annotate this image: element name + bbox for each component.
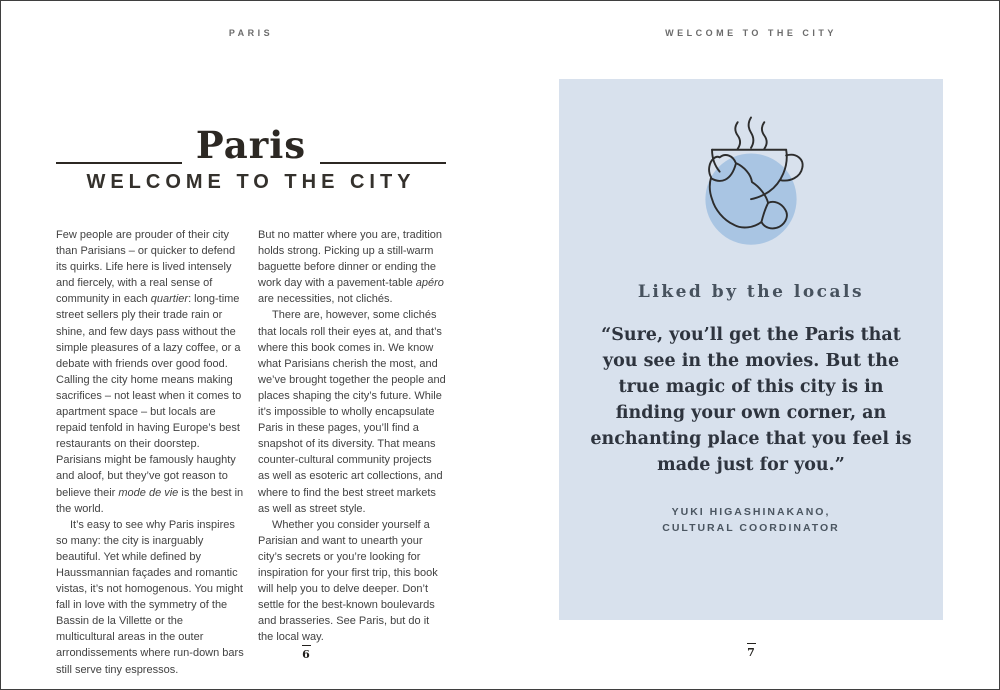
left-page	[56, 1, 446, 690]
body-column-2	[258, 227, 446, 678]
page-number-left-wrap	[111, 645, 501, 664]
title-block	[56, 125, 446, 165]
croissant-coffee-icon	[675, 107, 827, 259]
steam-icon	[762, 122, 767, 149]
running-head-left: PARIS	[228, 28, 274, 38]
page-number-right: 7	[747, 643, 756, 660]
attribution-role: CULTURAL COORDINATOR	[662, 522, 840, 534]
body-paragraph: It’s easy to see why Paris inspires so many: the city is inarguably beautiful. Yet while defined by Haussmannian façades and romantic vistas, it’s not homogenous. You might fall in love with the symmetry of the Bassin de la Villette or the multicultural areas in the outer arrondissements where run-down bars still serve tiny espressos.	[56, 518, 244, 676]
body-paragraph: Few people are prouder of their city than Parisians – or quicker to defend its quirks. Life here is lived intensely and fiercely, with a real sense of community in each quartier: long-time street sellers ply their trade rain or shine, and few days pass without the simple pleasures of a lazy coffee, or a debate with friends over good food. Calling the city home means making sacrifices – not least when it comes to apartment space – but locals are repaid tenfold in having Europe’s best restaurants on their doorstep. Parisians might be famously haughty and aloof, but they’ve got reason to believe their mode de vie is the best in the world.	[56, 229, 244, 515]
local-quote: “Sure, you’ll get the Paris that you see in the movies. But the true magic of this city is in finding your own corner, an enchanting place that you feel is made just for you.”	[590, 325, 912, 475]
body-paragraph: There are, however, some clichés that locals roll their eyes at, and that’s where this book comes in. We know what Parisians cherish the most, and we’ve brought together the people and places shaping the city’s future. While it’s impossible to wholly encapsulate Paris in these pages, you’ll find a snapshot of its diversity. That means counter-cultural community projects as well as esoteric art collections, and where to find the best street markets as well as street style.	[258, 309, 446, 515]
page-title: Paris	[182, 125, 320, 165]
body-paragraph: But no matter where you are, tradition holds strong. Picking up a still-warm baguette before dinner or ending the work day with a pavement-table apéro are necessities, not clichés.	[258, 229, 444, 306]
attribution-name: YUKI HIGASHINAKANO,	[671, 506, 831, 518]
body-column-1	[56, 227, 244, 678]
steam-icon	[749, 117, 754, 147]
running-head-right: WELCOME TO THE CITY	[665, 28, 837, 38]
body-paragraph: Whether you consider yourself a Parisian and want to unearth your city’s secrets or you’re looking for inspiration for your first trip, this book will help you to delve deeper. Don’t settle for the best-known boulevards and brasseries. See Paris, but do it the local way.	[258, 518, 438, 644]
page-number-left: 6	[302, 645, 311, 662]
card-heading: Liked by the locals	[637, 282, 865, 302]
quote-attribution	[559, 504, 943, 536]
quote-card	[559, 79, 943, 620]
page-number-right-wrap	[559, 643, 943, 662]
body-columns	[56, 227, 446, 678]
steam-icon	[735, 122, 740, 149]
page-subtitle: WELCOME TO THE CITY	[86, 171, 416, 193]
